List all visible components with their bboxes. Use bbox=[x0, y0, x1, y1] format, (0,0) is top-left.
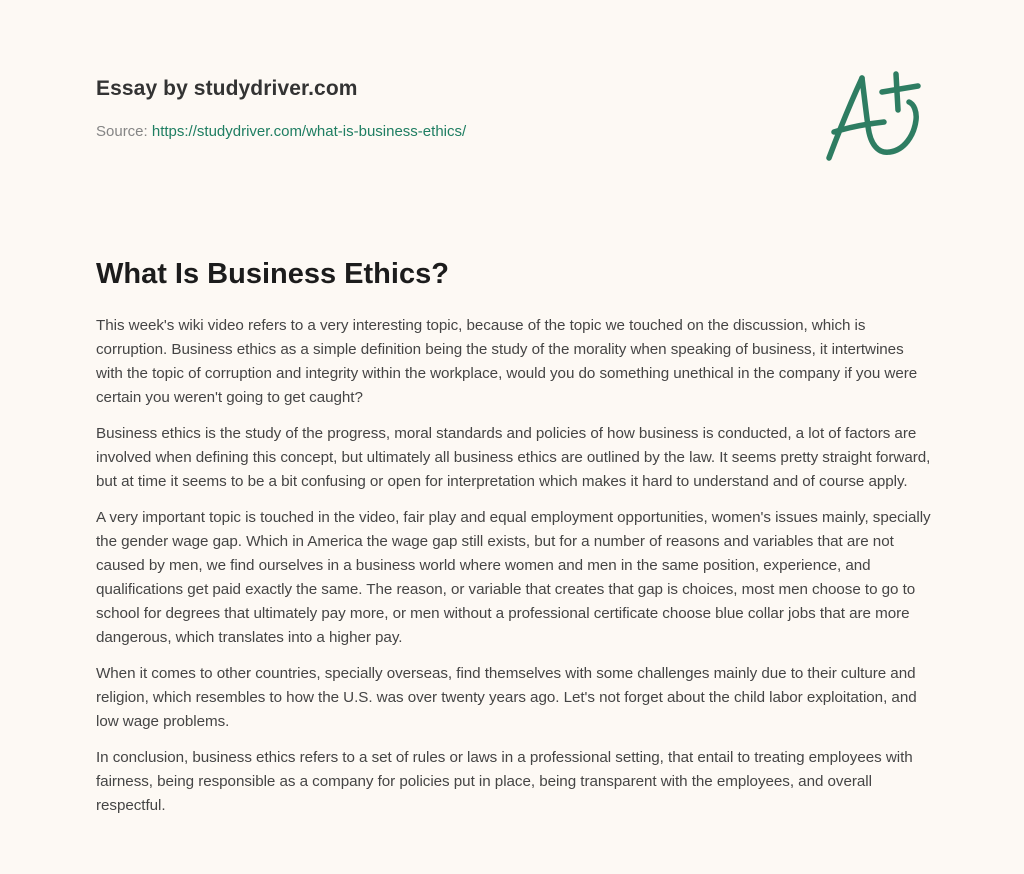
essay-paragraph: When it comes to other countries, specially overseas, find themselves with some challenges mainly due to their culture and religion, which resembles to how the U.S. was over twenty years ago. Let's not forget about the child labor exploitation, and low wage problems. bbox=[96, 665, 917, 730]
essay-paragraph: Business ethics is the study of the progress, moral standards and policies of how business is conducted, a lot of factors are involved when defining this concept, but ultimately all business ethics are outlined by the law. It seems pretty straight forward, but at time it seems to be a bit confusing or open for interpretation which makes it hard to understand and of course apply. bbox=[96, 425, 931, 490]
page-header bbox=[96, 74, 928, 142]
essay-body bbox=[96, 314, 932, 830]
source-line bbox=[96, 122, 928, 142]
essay-paragraph: In conclusion, business ethics refers to a set of rules or laws in a professional setting, that entail to treating employees with fairness, being responsible as a company for policies put in place, being transparent with the employees, and overall respectful. bbox=[96, 749, 913, 814]
source-link[interactable]: https://studydriver.com/what-is-business-ethics/ bbox=[151, 123, 467, 140]
essay-paragraph: A very important topic is touched in the video, fair play and equal employment opportunities, women's issues mainly, specially the gender wage gap. Which in America the wage gap still exists, but for a number of reasons and variables that are not caused by men, we find ourselves in a business world where women and men in the same position, experience, and qualifications get paid exactly the same. The reason, or variable that creates that gap is choices, most men choose to go to school for degrees that ultimately pay more, or men without a professional certificate choose blue collar jobs that are more dangerous, which translates into a higher pay. bbox=[96, 509, 931, 646]
essay-title: What Is Business Ethics? bbox=[96, 258, 449, 290]
source-label: Source: bbox=[96, 123, 148, 140]
site-title: Essay by studydriver.com bbox=[96, 77, 358, 100]
a-plus-grade-icon bbox=[820, 64, 930, 168]
essay-paragraph: This week's wiki video refers to a very interesting topic, because of the topic we touched on the discussion, which is corruption. Business ethics as a simple definition being the study of the morality when speaking of business, it intertwines with the topic of corruption and integrity within the workplace, would you do something unethical in the company if you were certain you weren't going to get caught? bbox=[96, 317, 918, 406]
